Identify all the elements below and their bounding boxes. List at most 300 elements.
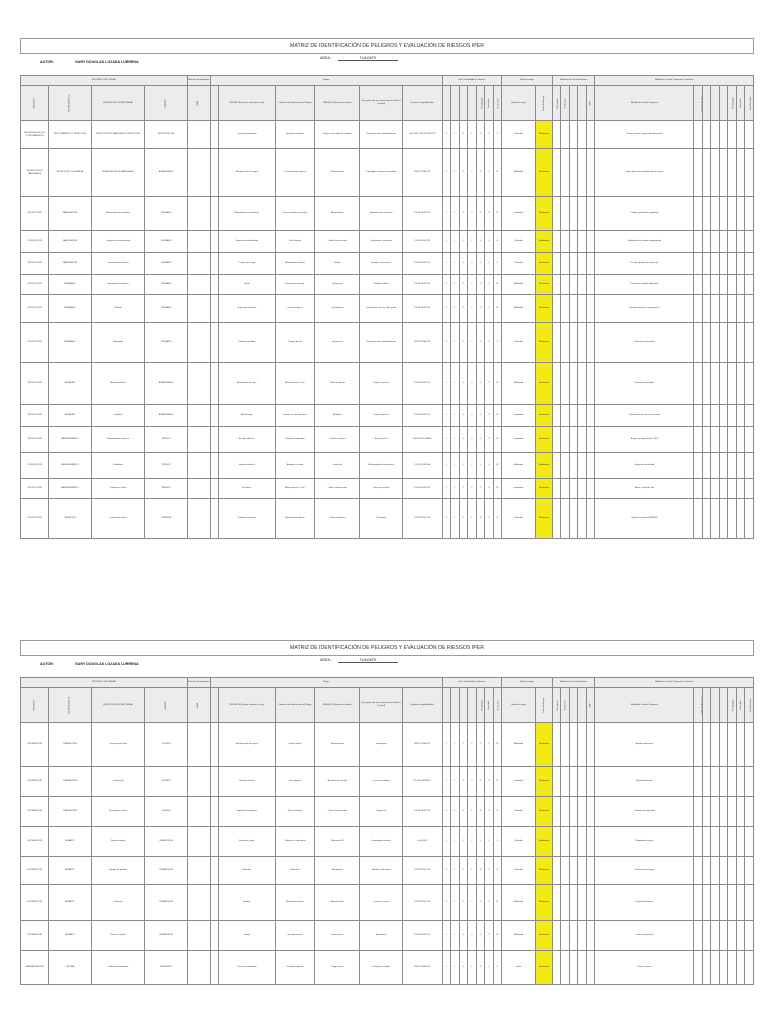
cell-prob-0: 1: [442, 921, 450, 951]
cell-ctrl-3: [578, 253, 586, 275]
cell-ctrl-3: [578, 479, 586, 499]
cell-peligro: Fatiga: [219, 921, 276, 951]
col-ctrl-1-text: Sustitución: [565, 700, 568, 710]
cell-ctrl-0: [552, 405, 560, 427]
cell-spacer: [210, 323, 218, 363]
cell-consecuencia: Trastornos musculoesqueléticos: [360, 121, 402, 149]
cell-proceso: PRODUCCIÓN: [21, 479, 49, 499]
band-proceso: PROCESO O ACTIVIDAD: [21, 678, 188, 688]
cell-ctrl-1: [561, 231, 569, 253]
cell-res-6: [745, 951, 754, 985]
cell-subproceso: ENVASADO: [49, 275, 91, 295]
cell-res-2: [711, 149, 719, 197]
cell-riesgo: Atrapamiento: [315, 197, 360, 231]
col-res-6-text: Nivel Residual: [750, 96, 753, 110]
col-propuesta: [595, 86, 694, 121]
cell-res-1: [702, 767, 710, 797]
cell-nivel-riesgo: Moderado: [535, 453, 552, 479]
cell-riesgo: Agresión física: [315, 885, 360, 921]
cell-res-0: [694, 767, 702, 797]
cell-spacer: [210, 499, 218, 539]
area-label: AREA:: [320, 658, 331, 662]
cell-res-2: [711, 231, 719, 253]
cell-spacer: [210, 951, 218, 985]
cell-prob-0: 1: [442, 363, 450, 405]
cell-prob-5: 1: [485, 121, 493, 149]
cell-prob-6: 10: [493, 295, 501, 323]
cell-actividad: Mantenimiento eléctrico: [91, 427, 145, 453]
col-proceso-text: PROCESO: [33, 699, 36, 711]
cell-res-6: [745, 479, 754, 499]
cell-proceso: GESTIÓN DE RR. HH. (CONTRATACIÓN): [21, 121, 49, 149]
cell-prob-6: 15: [493, 405, 501, 427]
col-puesto: [145, 688, 187, 723]
cell-prob-4: 4: [476, 499, 484, 539]
col-exposicion-text: Condición de Exposición del Peligro: [278, 101, 312, 104]
cell-peligro: Apilamiento de cajas: [219, 363, 276, 405]
cell-res-5: [736, 797, 744, 827]
cell-ctrl-3: [578, 323, 586, 363]
cell-ctrl-1: [561, 857, 569, 885]
cell-propuesta: Rotación de personal: [595, 323, 694, 363]
cell-requisito: RM 111-2013-MEM: [402, 427, 442, 453]
cell-prob-5: 2: [485, 885, 493, 921]
cell-res-1: [702, 323, 710, 363]
cell-prob-6: 4: [493, 951, 501, 985]
col-subproceso-text: Sub-PROCESO (1): [68, 94, 71, 112]
cell-ctrl-4: [586, 427, 595, 453]
cell-prob-2: 1: [459, 231, 467, 253]
iper-row: [21, 323, 754, 363]
cell-ctrl-0: [552, 231, 560, 253]
cell-prob-3: 2: [468, 827, 476, 857]
cell-proceso: PRODUCCIÓN: [21, 275, 49, 295]
cell-ctrl-0: [552, 295, 560, 323]
cell-prob-3: 1: [468, 857, 476, 885]
cell-res-1: [702, 827, 710, 857]
cell-spacer: [210, 921, 218, 951]
cell-ctrl-0: [552, 951, 560, 985]
cell-prob-5: 3: [485, 479, 493, 499]
cell-consecuencia: Electrocución: [360, 427, 402, 453]
cell-res-5: [736, 499, 744, 539]
cell-requisito: DS 005-2012-TR: [402, 253, 442, 275]
cell-ctrl-1: [561, 767, 569, 797]
cell-prob-2: 1: [459, 197, 467, 231]
cell-spacer: [210, 295, 218, 323]
cell-prob-6: 8: [493, 797, 501, 827]
cell-prob-2: 1: [459, 723, 467, 767]
cell-actividad: Soldadura: [91, 453, 145, 479]
cell-spacer: [210, 197, 218, 231]
cell-nivel-riesgo: Moderado: [535, 797, 552, 827]
cell-prob-3: 1: [468, 797, 476, 827]
cell-prob-4: 5: [476, 479, 484, 499]
cell-exposicion: Piso húmedo: [275, 231, 315, 253]
cell-res-5: [736, 405, 744, 427]
cell-exposicion: Jornada completa: [275, 951, 315, 985]
col-puesto: [145, 86, 187, 121]
cell-nivel-riesgo: Moderado: [535, 121, 552, 149]
cell-res-2: [711, 827, 719, 857]
cell-riesgo: Caída a distinto nivel: [315, 479, 360, 499]
cell-ctrl-4: [586, 363, 595, 405]
cell-propuesta: Guantes térmicos y capacitación: [595, 295, 694, 323]
cell-rutinaria: [187, 149, 210, 197]
col-prob-5-text: Severidad: [488, 700, 491, 710]
cell-puesto: TÉCNICO: [145, 453, 187, 479]
cell-actividad: SELECCIÓN DE CANDIDATOS E INDUCCIÓN: [91, 121, 145, 149]
col-ctrl-0-text: Eliminación: [556, 97, 559, 109]
cell-prob-3: 2: [468, 453, 476, 479]
cell-prob-0: 1: [442, 827, 450, 857]
col-nivel-text: Nivel del Riesgo: [542, 697, 545, 713]
cell-res-1: [702, 885, 710, 921]
cell-res-5: [736, 231, 744, 253]
cell-consecuencia: Dermatitis: [360, 499, 402, 539]
cell-res-4: [728, 797, 736, 827]
cell-ctrl-0: [552, 323, 560, 363]
cell-prob-4: 4: [476, 231, 484, 253]
cell-grado: Moderado: [502, 295, 536, 323]
cell-prob-0: 1: [442, 231, 450, 253]
cell-prob-2: 1: [459, 427, 467, 453]
cell-ctrl-2: [569, 951, 577, 985]
cell-ctrl-3: [578, 197, 586, 231]
cell-res-3: [719, 885, 727, 921]
cell-ctrl-2: [569, 479, 577, 499]
cell-spacer: [210, 149, 218, 197]
cell-prob-4: 5: [476, 885, 484, 921]
cell-prob-3: 2: [468, 767, 476, 797]
cell-ctrl-3: [578, 295, 586, 323]
cell-res-0: [694, 453, 702, 479]
cell-ctrl-1: [561, 323, 569, 363]
col-prob-6-text: Prob x Sev: [497, 98, 500, 108]
cell-res-3: [719, 499, 727, 539]
cell-proceso: PRODUCCIÓN: [21, 295, 49, 323]
band-peligro: Peligro: [210, 76, 442, 86]
col-res-0: [694, 86, 702, 121]
col-res-0: [694, 688, 702, 723]
cell-riesgo: Inhalación: [315, 453, 360, 479]
cell-res-3: [719, 121, 727, 149]
cell-rutinaria: [187, 857, 210, 885]
cell-requisito: RM 375-2008-TR: [402, 723, 442, 767]
cell-grado: Tolerable: [502, 253, 536, 275]
cell-riesgo: Caída al mismo nivel: [315, 797, 360, 827]
cell-ctrl-4: [586, 121, 595, 149]
cell-riesgo: Contacto eléctrico: [315, 427, 360, 453]
cell-subproceso: ALMACÉN: [49, 363, 91, 405]
cell-res-2: [711, 767, 719, 797]
cell-exposicion: Domicilios: [275, 857, 315, 885]
cell-ctrl-2: [569, 405, 577, 427]
cell-prob-3: 2: [468, 885, 476, 921]
col-ctrl-3: [578, 688, 586, 723]
cell-prob-2: 1: [459, 323, 467, 363]
cell-puesto: TÉCNICO: [145, 427, 187, 453]
cell-prob-0: 1: [442, 323, 450, 363]
col-res-2: [711, 688, 719, 723]
cell-prob-0: 1: [442, 479, 450, 499]
cell-prob-5: 2: [485, 857, 493, 885]
cell-ctrl-1: [561, 275, 569, 295]
cell-spacer: [210, 363, 218, 405]
cell-puesto: REPARTIDOR: [145, 827, 187, 857]
cell-prob-0: 1: [442, 951, 450, 985]
cell-ctrl-2: [569, 323, 577, 363]
cell-puesto: ASISTENTE: [145, 951, 187, 985]
cell-actividad: Conducción: [91, 767, 145, 797]
author-name: GARY DOUGLAS LOZADA LURRENA: [75, 662, 139, 666]
cell-consecuencia: Lesiones graves: [360, 405, 402, 427]
col-prob-6: [493, 688, 501, 723]
cell-ctrl-3: [578, 767, 586, 797]
cell-res-5: [736, 275, 744, 295]
cell-ctrl-3: [578, 363, 586, 405]
col-rutinaria-text: R/NR: [197, 100, 200, 106]
cell-prob-4: 5: [476, 723, 484, 767]
iper-sheet-1: [20, 38, 754, 558]
cell-rutinaria: [187, 253, 210, 275]
cell-rutinaria: [187, 885, 210, 921]
col-res-5-text: Severidad: [740, 700, 743, 710]
cell-subproceso: RECEPCIÓN Y DESCARGA: [49, 149, 91, 197]
cell-proceso: PRODUCCIÓN: [21, 453, 49, 479]
cell-ctrl-0: [552, 885, 560, 921]
cell-ctrl-3: [578, 427, 586, 453]
cell-requisito: RM 375-2008-TR: [402, 149, 442, 197]
cell-ctrl-3: [578, 121, 586, 149]
cell-ctrl-3: [578, 797, 586, 827]
cell-ctrl-2: [569, 275, 577, 295]
cell-propuesta: Extracción localizada: [595, 453, 694, 479]
col-ctrl-4: [586, 688, 595, 723]
cell-proceso: PRODUCCIÓN: [21, 231, 49, 253]
col-subproceso: [49, 86, 91, 121]
cell-prob-5: 2: [485, 797, 493, 827]
cell-spacer: [210, 827, 218, 857]
cell-grado: Trivial: [502, 951, 536, 985]
cell-subproceso: REPARTO: [49, 921, 91, 951]
cell-res-5: [736, 951, 744, 985]
cell-ctrl-1: [561, 197, 569, 231]
cell-res-2: [711, 885, 719, 921]
cell-grado: Moderado: [502, 275, 536, 295]
cell-prob-2: 1: [459, 951, 467, 985]
cell-ctrl-0: [552, 197, 560, 231]
cell-res-0: [694, 951, 702, 985]
cell-ctrl-2: [569, 885, 577, 921]
cell-prob-1: 1: [451, 921, 459, 951]
iper-row: [21, 197, 754, 231]
cell-propuesta: Estanterías ancladas: [595, 363, 694, 405]
cell-res-0: [694, 499, 702, 539]
cell-prob-1: 1: [451, 405, 459, 427]
cell-requisito: DS 005-2012-TR: [402, 405, 442, 427]
cell-exposicion: Tableros energizados: [275, 427, 315, 453]
cell-grado: Tolerable: [502, 499, 536, 539]
cell-proceso: DISTRIBUCIÓN: [21, 767, 49, 797]
cell-actividad: Alimentación de producto: [91, 197, 145, 231]
cell-consecuencia: Golpes, fracturas: [360, 363, 402, 405]
cell-res-2: [711, 797, 719, 827]
cell-proceso: PRODUCCIÓN: [21, 427, 49, 453]
cell-spacer: [210, 453, 218, 479]
cell-exposicion: Trabajo de pie: [275, 323, 315, 363]
cell-prob-1: 1: [451, 323, 459, 363]
cell-res-6: [745, 149, 754, 197]
cell-res-4: [728, 197, 736, 231]
cell-riesgo: Sobreesfuerzo: [315, 723, 360, 767]
cell-requisito: DS 005-2012-TR: [402, 197, 442, 231]
cell-consecuencia: Trastornos visuales: [360, 951, 402, 985]
cell-prob-6: 15: [493, 197, 501, 231]
col-proceso-text: PROCESO: [33, 97, 36, 109]
cell-res-0: [694, 149, 702, 197]
cell-prob-2: 2: [459, 121, 467, 149]
cell-res-6: [745, 723, 754, 767]
cell-res-3: [719, 427, 727, 453]
cell-spacer: [210, 275, 218, 295]
cell-prob-2: 1: [459, 885, 467, 921]
cell-spacer: [210, 797, 218, 827]
cell-peligro: Maquinaria en movimiento: [219, 197, 276, 231]
band-eval_residual: Medida de Control Propuestas: Controles: [595, 76, 754, 86]
col-requisito-text: Requisito Legal Aplicable: [410, 703, 434, 706]
col-res-6-text: Nivel Residual: [750, 698, 753, 712]
cell-prob-1: 1: [451, 295, 459, 323]
cell-propuesta: Calzado de seguridad: [595, 797, 694, 827]
cell-proceso: PRODUCCIÓN: [21, 323, 49, 363]
cell-res-0: [694, 827, 702, 857]
cell-res-1: [702, 231, 710, 253]
cell-ctrl-1: [561, 295, 569, 323]
col-res-3: [719, 86, 727, 121]
cell-requisito: RM 375-2008-TR: [402, 323, 442, 363]
cell-res-4: [728, 427, 736, 453]
cell-ctrl-0: [552, 149, 560, 197]
cell-propuesta: Instalar guardas de seguridad: [595, 197, 694, 231]
band-nivel_riesgo: Nivel de riesgo: [502, 678, 553, 688]
cell-ctrl-2: [569, 253, 577, 275]
cell-prob-3: 1: [468, 499, 476, 539]
cell-res-6: [745, 767, 754, 797]
iper-row: [21, 453, 754, 479]
col-ctrl-0-text: Eliminación: [556, 699, 559, 711]
cell-proceso: PRODUCCIÓN: [21, 499, 49, 539]
col-consecuencia: [360, 86, 402, 121]
cell-grado: Moderado: [502, 363, 536, 405]
cell-prob-1: 1: [451, 363, 459, 405]
cell-res-0: [694, 427, 702, 453]
cell-prob-5: 1: [485, 323, 493, 363]
band-eval_inicial: Eval. Probabilidad: Ordinaria: [442, 678, 501, 688]
col-actividad: [91, 86, 145, 121]
col-ctrl-0: [552, 86, 560, 121]
cell-res-6: [745, 885, 754, 921]
col-ctrl-2: [569, 688, 577, 723]
cell-ctrl-0: [552, 253, 560, 275]
cell-propuesta: Bloqueador y gorro: [595, 827, 694, 857]
cell-res-5: [736, 295, 744, 323]
cell-exposicion: Tránsito en zona peatonal: [275, 405, 315, 427]
cell-propuesta: Pausas activas y ergonomía del puesto: [595, 121, 694, 149]
cell-ctrl-0: [552, 921, 560, 951]
cell-ctrl-2: [569, 797, 577, 827]
iper-row: [21, 275, 754, 295]
cell-proceso: PRODUCCIÓN: [21, 405, 49, 427]
cell-rutinaria: [187, 951, 210, 985]
band-controles: Medidas de Control Existente: [552, 678, 594, 688]
cell-ctrl-4: [586, 797, 595, 827]
cell-prob-1: 1: [451, 197, 459, 231]
cell-res-0: [694, 231, 702, 253]
cell-propuesta: Protocolo de entrega: [595, 857, 694, 885]
col-nivel: [535, 86, 552, 121]
cell-exposicion: Manipulación manual: [275, 253, 315, 275]
iper-row: [21, 479, 754, 499]
cell-res-0: [694, 723, 702, 767]
cell-ctrl-4: [586, 499, 595, 539]
cell-actividad: Despacho: [91, 405, 145, 427]
cell-puesto: REPARTIDOR: [145, 857, 187, 885]
cell-propuesta: Delimitación de zonas de tránsito: [595, 405, 694, 427]
cell-res-5: [736, 121, 744, 149]
cell-ctrl-4: [586, 323, 595, 363]
cell-ctrl-2: [569, 231, 577, 253]
cell-ctrl-4: [586, 253, 595, 275]
cell-prob-6: 5: [493, 121, 501, 149]
cell-ctrl-1: [561, 427, 569, 453]
col-puesto-text: PUESTO: [164, 98, 167, 108]
cell-prob-5: 2: [485, 149, 493, 197]
cell-prob-0: 1: [442, 197, 450, 231]
cell-subproceso: MANTENIMIENTO: [49, 453, 91, 479]
sheet-title: MATRIZ DE IDENTIFICACIÓN DE PELIGROS Y EVALUACIÓN DE RIESGOS IPER: [20, 640, 754, 656]
cell-res-4: [728, 767, 736, 797]
cell-res-1: [702, 427, 710, 453]
cell-ctrl-1: [561, 951, 569, 985]
cell-prob-2: 1: [459, 253, 467, 275]
col-riesgo: [315, 86, 360, 121]
cell-ctrl-3: [578, 827, 586, 857]
cell-rutinaria: [187, 453, 210, 479]
cell-prob-6: 8: [493, 231, 501, 253]
cell-prob-4: 5: [476, 405, 484, 427]
col-proceso: [21, 688, 49, 723]
col-prob-4-text: Probabilidad: [480, 699, 483, 711]
col-res-5: [736, 86, 744, 121]
cell-consecuencia: Trastornos musculoesqueléticos: [360, 323, 402, 363]
cell-rutinaria: [187, 827, 210, 857]
cell-prob-5: 1: [485, 827, 493, 857]
cell-res-6: [745, 197, 754, 231]
col-ctrl-0: [552, 688, 560, 723]
cell-prob-2: 2: [459, 149, 467, 197]
cell-res-5: [736, 857, 744, 885]
cell-prob-2: 1: [459, 453, 467, 479]
cell-prob-2: 1: [459, 767, 467, 797]
cell-res-2: [711, 323, 719, 363]
cell-ctrl-0: [552, 857, 560, 885]
cell-res-0: [694, 479, 702, 499]
cell-riesgo: Caída de objetos: [315, 363, 360, 405]
area-value: TUAGATE: [338, 56, 398, 61]
cell-nivel-riesgo: Moderado: [535, 253, 552, 275]
col-prob-3: [468, 86, 476, 121]
